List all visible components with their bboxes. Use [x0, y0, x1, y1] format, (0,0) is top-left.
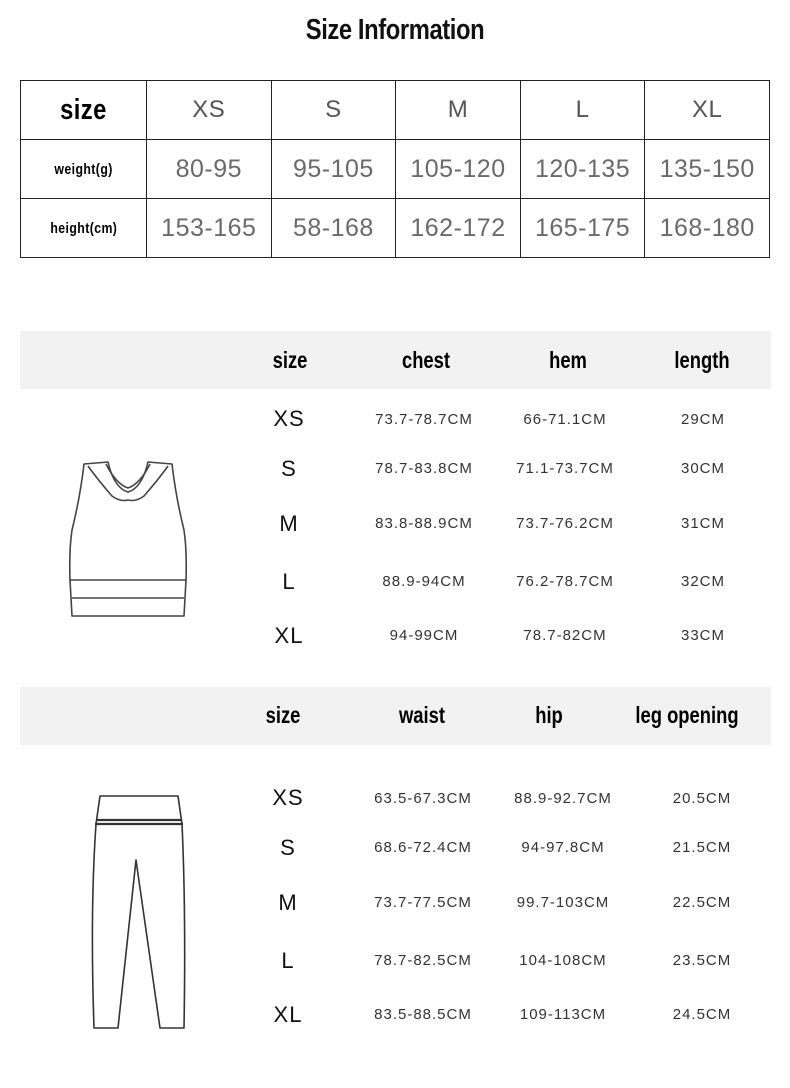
page-title: Size Information — [305, 14, 485, 46]
chest-value: 78.7-83.8CM — [375, 460, 473, 477]
column-header-size: size — [265, 702, 301, 728]
waist-value: 68.6-72.4CM — [374, 839, 472, 856]
hem-value: 78.7-82CM — [523, 627, 607, 644]
table-cell: XL — [645, 81, 770, 140]
hip-value: 104-108CM — [519, 952, 607, 969]
size-information-table — [20, 80, 770, 258]
column-header-waist: waist — [398, 702, 446, 728]
table-cell: M — [396, 81, 521, 140]
column-header-length: length — [674, 347, 730, 373]
hem-value: 76.2-78.7CM — [516, 573, 614, 590]
hip-value: 109-113CM — [519, 1006, 607, 1023]
size-label: XS — [272, 785, 304, 810]
hip-value: 88.9-92.7CM — [514, 790, 612, 807]
size-label: M — [278, 890, 298, 915]
column-header-hip: hip — [535, 702, 563, 728]
table-cell: 105-120 — [396, 140, 521, 199]
size-label: XS — [273, 406, 305, 431]
table-cell: 135-150 — [645, 140, 770, 199]
size-label: XL — [273, 1002, 303, 1027]
sports-bra-icon — [58, 458, 198, 624]
size-label: L — [282, 569, 296, 594]
leg-opening-value: 22.5CM — [672, 894, 732, 911]
table-cell: 120-135 — [520, 140, 645, 199]
row-header-height: height(cm) — [21, 199, 147, 258]
hip-value: 99.7-103CM — [516, 894, 610, 911]
leg-opening-value: 24.5CM — [672, 1006, 732, 1023]
table-row — [21, 199, 770, 258]
column-header-size: size — [272, 347, 308, 373]
chest-value: 83.8-88.9CM — [375, 515, 473, 532]
leg-opening-value: 20.5CM — [672, 790, 732, 807]
size-label: L — [281, 948, 295, 973]
size-label: M — [279, 511, 299, 536]
waist-value: 63.5-67.3CM — [374, 790, 472, 807]
hem-value: 71.1-73.7CM — [516, 460, 614, 477]
waist-value: 78.7-82.5CM — [374, 952, 472, 969]
table-cell: 80-95 — [147, 140, 272, 199]
table-cell: 168-180 — [645, 199, 770, 258]
table-cell: L — [520, 81, 645, 140]
table-row — [21, 140, 770, 199]
waist-value: 73.7-77.5CM — [374, 894, 472, 911]
length-value: 29CM — [680, 411, 726, 428]
chest-value: 94-99CM — [389, 627, 459, 644]
column-header-leg-opening: leg opening — [635, 702, 739, 728]
leg-opening-value: 21.5CM — [672, 839, 732, 856]
hem-value: 66-71.1CM — [523, 411, 607, 428]
column-header-chest: chest — [401, 347, 451, 373]
column-header-hem: hem — [549, 347, 587, 373]
table-cell: 153-165 — [147, 199, 272, 258]
row-header-weight: weight(g) — [21, 140, 147, 199]
table-cell: 165-175 — [520, 199, 645, 258]
size-label: S — [280, 835, 296, 860]
chest-value: 88.9-94CM — [382, 573, 466, 590]
top-header-band — [20, 331, 771, 389]
size-label: S — [281, 456, 297, 481]
table-cell: 95-105 — [271, 140, 396, 199]
leggings-icon — [88, 790, 190, 1034]
table-row — [21, 81, 770, 140]
length-value: 31CM — [680, 515, 726, 532]
row-header-size: size — [21, 81, 147, 140]
length-value: 30CM — [680, 460, 726, 477]
chest-value: 73.7-78.7CM — [375, 411, 473, 428]
waist-value: 83.5-88.5CM — [374, 1006, 472, 1023]
table-cell: XS — [147, 81, 272, 140]
table-cell: S — [271, 81, 396, 140]
length-value: 32CM — [680, 573, 726, 590]
leg-opening-value: 23.5CM — [672, 952, 732, 969]
table-cell: 162-172 — [396, 199, 521, 258]
length-value: 33CM — [680, 627, 726, 644]
table-cell: 58-168 — [271, 199, 396, 258]
hip-value: 94-97.8CM — [521, 839, 605, 856]
hem-value: 73.7-76.2CM — [516, 515, 614, 532]
size-label: XL — [274, 623, 304, 648]
